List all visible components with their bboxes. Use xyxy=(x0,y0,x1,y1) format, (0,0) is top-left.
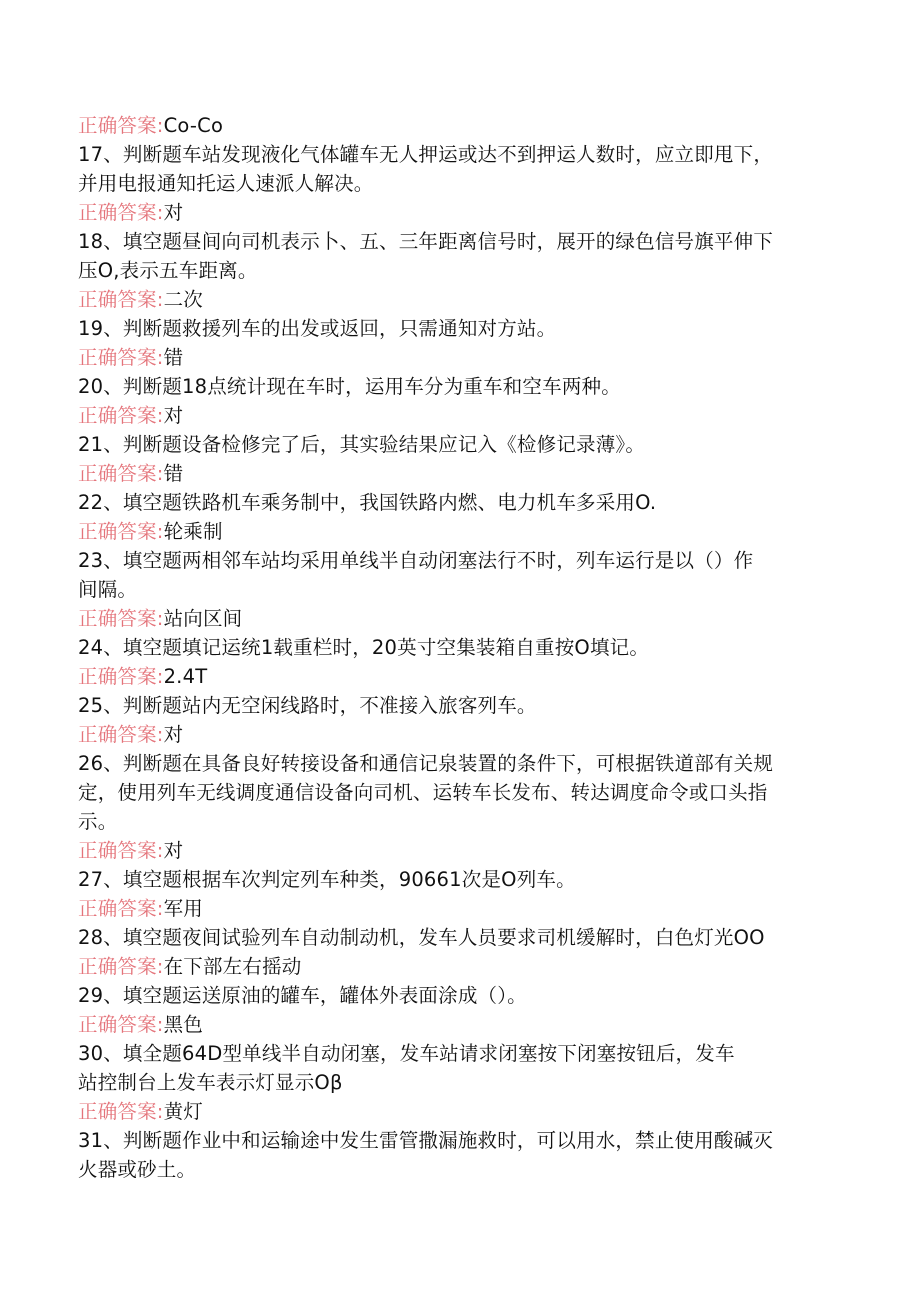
answer-line xyxy=(78,111,860,140)
question-text-line: 28、填空题夜间试验列车自动制动机，发车人员要求司机缓解时，白色灯光OO xyxy=(78,926,765,949)
answer-value: 军用 xyxy=(163,897,203,920)
answer-label: 正确答案: xyxy=(78,404,164,427)
question-text-line: 站控制台上发车表示灯显示Oβ xyxy=(78,1071,343,1094)
answer-line xyxy=(78,604,860,633)
question-text-line: 定，使用列车无线调度通信设备向司机、运转车长发布、转达调度命令或口头指 xyxy=(78,781,768,804)
question-text-line: 29、填空题运送原油的罐车，罐体外表面涂成（）。 xyxy=(78,984,527,1007)
question-text-line: 19、判断题救援列车的出发或返回，只需通知对方站。 xyxy=(78,317,557,340)
question-text-line: 27、填空题根据车次判定列车种类，90661次是O列车。 xyxy=(78,868,576,891)
answer-line xyxy=(78,836,860,865)
question-text-line: 25、判断题站内无空闲线路时，不准接入旅客列车。 xyxy=(78,694,537,717)
answer-line xyxy=(78,517,860,546)
question-text-line: 20、判断题18点统计现在车时，运用车分为重车和空车两种。 xyxy=(78,375,621,398)
answer-value: 在下部左右摇动 xyxy=(163,955,302,978)
answer-line xyxy=(78,198,860,227)
answer-label: 正确答案: xyxy=(78,462,164,485)
answer-value: 二次 xyxy=(163,288,203,311)
answer-value: 轮乘制 xyxy=(163,520,223,543)
question-text-line: 并用电报通知托运人速派人解决。 xyxy=(78,172,374,195)
question-text-line: 18、填空题昼间向司机表示卜、五、三年距离信号时，展开的绿色信号旗平伸下 xyxy=(78,230,774,253)
answer-value: 对 xyxy=(163,723,184,746)
question-text-line: 17、判断题车站发现液化气体罐车无人押运或达不到押运人数时，应立即甩下， xyxy=(78,143,774,166)
answer-line xyxy=(78,662,860,691)
answer-line xyxy=(78,720,860,749)
question-text-line: 30、填全题64D型单线半自动闭塞，发车站请求闭塞按下闭塞按钮后，发车 xyxy=(78,1042,735,1065)
answer-value: 错 xyxy=(163,346,184,369)
answer-label: 正确答案: xyxy=(78,114,164,137)
answer-value: 错 xyxy=(163,462,184,485)
question-text-line: 24、填空题填记运统1载重栏时，20英寸空集装箱自重按O填记。 xyxy=(78,636,650,659)
question-text-line: 21、判断题设备检修完了后，其实验结果应记入《检修记录薄》。 xyxy=(78,433,646,456)
question-text-line: 23、填空题两相邻车站均采用单线半自动闭塞法行不时，列车运行是以（）作 xyxy=(78,549,754,572)
answer-label: 正确答案: xyxy=(78,520,164,543)
answer-line xyxy=(78,894,860,923)
answer-label: 正确答案: xyxy=(78,665,164,688)
answer-value: 站向区间 xyxy=(163,607,243,630)
answer-label: 正确答案: xyxy=(78,1013,164,1036)
answer-value: Co-Co xyxy=(163,114,224,137)
answer-label: 正确答案: xyxy=(78,723,164,746)
answer-value: 2.4T xyxy=(163,665,208,688)
answer-line xyxy=(78,401,860,430)
answer-label: 正确答案: xyxy=(78,839,164,862)
answer-line xyxy=(78,1097,860,1126)
answer-value: 对 xyxy=(163,404,184,427)
question-text-line: 示。 xyxy=(78,810,118,833)
answer-value: 黄灯 xyxy=(163,1100,203,1123)
answer-line xyxy=(78,459,860,488)
answer-label: 正确答案: xyxy=(78,607,164,630)
answer-label: 正确答案: xyxy=(78,955,164,978)
answer-value: 对 xyxy=(163,839,184,862)
answer-label: 正确答案: xyxy=(78,288,164,311)
answer-label: 正确答案: xyxy=(78,346,164,369)
answer-line xyxy=(78,952,860,981)
question-text-line: 间隔。 xyxy=(78,578,138,601)
answer-line xyxy=(78,343,860,372)
question-text-line: 26、判断题在具备良好转接设备和通信记泉装置的条件下，可根据铁道部有关规 xyxy=(78,752,774,775)
answer-label: 正确答案: xyxy=(78,1100,164,1123)
question-text-line: 22、填空题铁路机车乘务制中，我国铁路内燃、电力机车多采用O. xyxy=(78,491,657,514)
question-text-line: 31、判断题作业中和运输途中发生雷管撒漏施救时，可以用水，禁止使用酸碱灭 xyxy=(78,1129,774,1152)
answer-label: 正确答案: xyxy=(78,897,164,920)
answer-line xyxy=(78,285,860,314)
answer-value: 黑色 xyxy=(163,1013,203,1036)
question-text-line: 火器或砂土。 xyxy=(78,1158,197,1181)
answer-line xyxy=(78,1010,860,1039)
answer-value: 对 xyxy=(163,201,184,224)
answer-label: 正确答案: xyxy=(78,201,164,224)
question-text-line: 压O,表示五车距离。 xyxy=(78,259,258,282)
